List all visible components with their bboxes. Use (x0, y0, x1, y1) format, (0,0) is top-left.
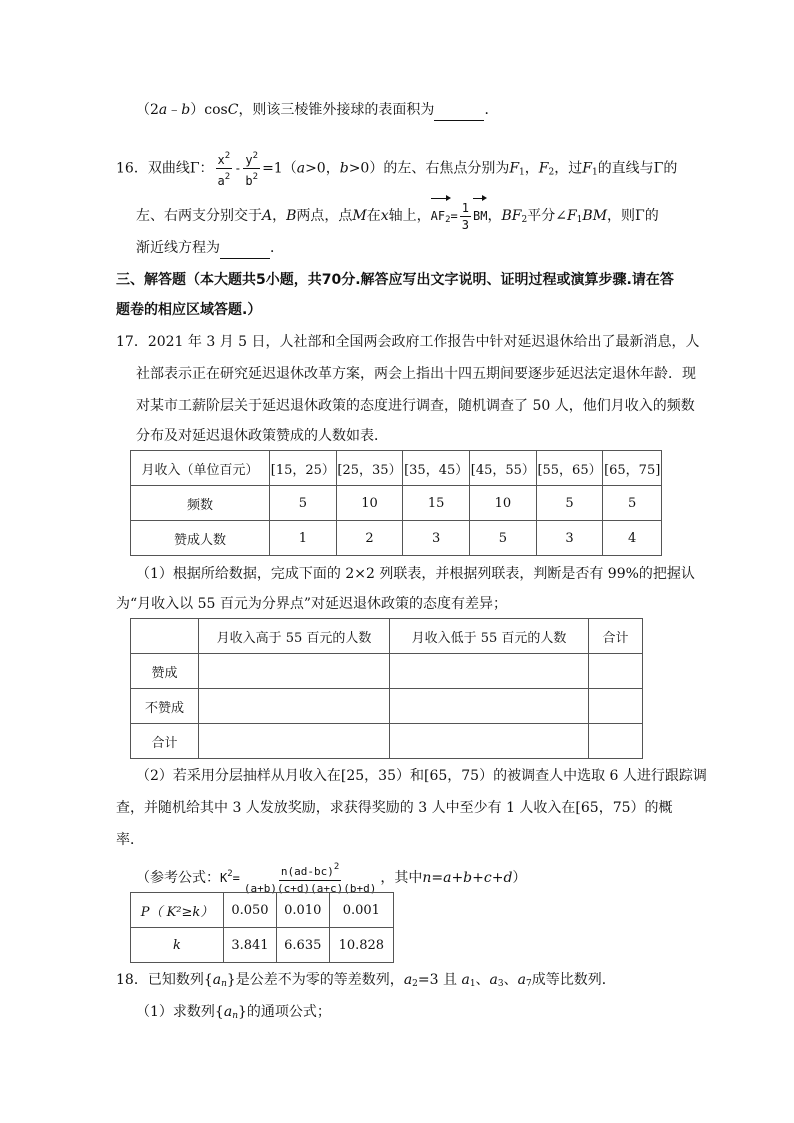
contingency-table: 月收入高于 55 百元的人数 月收入低于 55 百元的人数 合计 赞成 不赞成 合计 (130, 618, 643, 759)
vector-af2: $AF_2$ (431, 196, 451, 236)
chi-square-fraction: $\frac{n(ad-bc)^2}{(a+b)(c+d)(a+c)(b+d)}$ (242, 859, 378, 897)
q16-line1: 16．双曲线Γ： $\frac{x^2}{a^2}$ - $\frac{y^2}{b^2}$ =1（a>0，b>0）的左、右焦点分别为$F_1$，$F_2$，过$F_1$的直线与Γ的 (116, 148, 677, 191)
section-heading-cont: 题卷的相应区域答题.） (116, 302, 262, 318)
table-row: 赞成人数 1 2 3 5 3 4 (131, 521, 662, 556)
q15-tail: （2a﹣b）cosC，则该三棱锥外接球的表面积为 ． (136, 100, 498, 121)
table-row: P（ K²≥k） 0.050 0.010 0.001 (131, 893, 394, 928)
table-row: 赞成 (131, 654, 643, 689)
vector-bm: BM (473, 196, 487, 232)
table-row: 频数 5 10 15 10 5 5 (131, 486, 662, 521)
q17-line3: 对某市工薪阶层关于延迟退休政策的态度进行调查，随机调查了 50 人，他们月收入的频数 (136, 398, 695, 414)
section-heading: 三、解答题（本大题共5小题，共70分.解答应写出文字说明、证明过程或演算步骤.请在答 (116, 272, 674, 288)
reference-formula: （参考公式：$K^2=$ $\frac{n(ad-bc)^2}{(a+b)(c+d)(a+c)(b+d)}$ ，其中n=a+b+c+d） (136, 856, 526, 897)
q17-part2-line1: （2）若采用分层抽样从月收入在[25，35）和[65，75）的被调查人中选取 6 人进行跟踪调 (136, 768, 707, 784)
q17-part2-line3: 率． (116, 832, 144, 848)
critical-value-table (130, 892, 394, 963)
q17-line1: 17．2021 年 3 月 5 日，人社部和全国两会政府工作报告中针对延迟退休给出了最新消息，人 (116, 334, 700, 350)
y-fraction: $\frac{y^2}{b^2}$ (243, 148, 260, 189)
q18-line2: （1）求数列$\{a_n\}$的通项公式； (136, 1004, 331, 1021)
q16-line3: 渐近线方程为 ． (136, 238, 284, 259)
q18-line1: 18．已知数列$\{a_n\}$是公差不为零的等差数列，$a_2=3$ 且 $a_1$、$a_3$、$a_7$成等比数列． (116, 972, 616, 989)
table-row: k 3.841 6.635 10.828 (131, 928, 394, 963)
one-third-fraction: $\frac{1}{3}$ (461, 200, 470, 232)
answer-blank[interactable] (220, 238, 270, 259)
q17-line2: 社部表示正在研究延迟退休改革方案，两会上指出十四五期间要逐步延迟法定退休年龄．现 (136, 366, 696, 382)
x-fraction: $\frac{x^2}{a^2}$ (216, 148, 233, 189)
q17-line4: 分布及对延迟退休政策赞成的人数如表． (136, 428, 388, 444)
table-row: 不赞成 (131, 689, 643, 724)
q17-part2-line2: 查，并随机给其中 3 人发放奖励，求获得奖励的 3 人中至少有 1 人收入在[65，75）的概 (116, 800, 673, 816)
table-row: 合计 (131, 724, 643, 759)
q17-part1-line1: （1）根据所给数据，完成下面的 2×2 列联表，并根据列联表，判断是否有 99%的把握认 (136, 566, 695, 582)
answer-blank[interactable] (434, 100, 484, 121)
q16-line2: 左、右两支分别交于A，B两点，点M在x轴上，$AF_2=$ $\frac{1}{3}$ BM，$BF_2$平分$\angle F_1BM$，则Γ的 (136, 196, 659, 236)
income-frequency-table: 月收入（单位百元） [15，25） [25，35） [35，45） [45，55） [55，65） [65，75] 频数 5 10 15 10 5 5 赞成人数 1 2 3 5 3 4 (130, 450, 662, 556)
q17-part1-line2: 为“月收入以 55 百元为分界点”对延迟退休政策的态度有差异； (116, 596, 508, 612)
